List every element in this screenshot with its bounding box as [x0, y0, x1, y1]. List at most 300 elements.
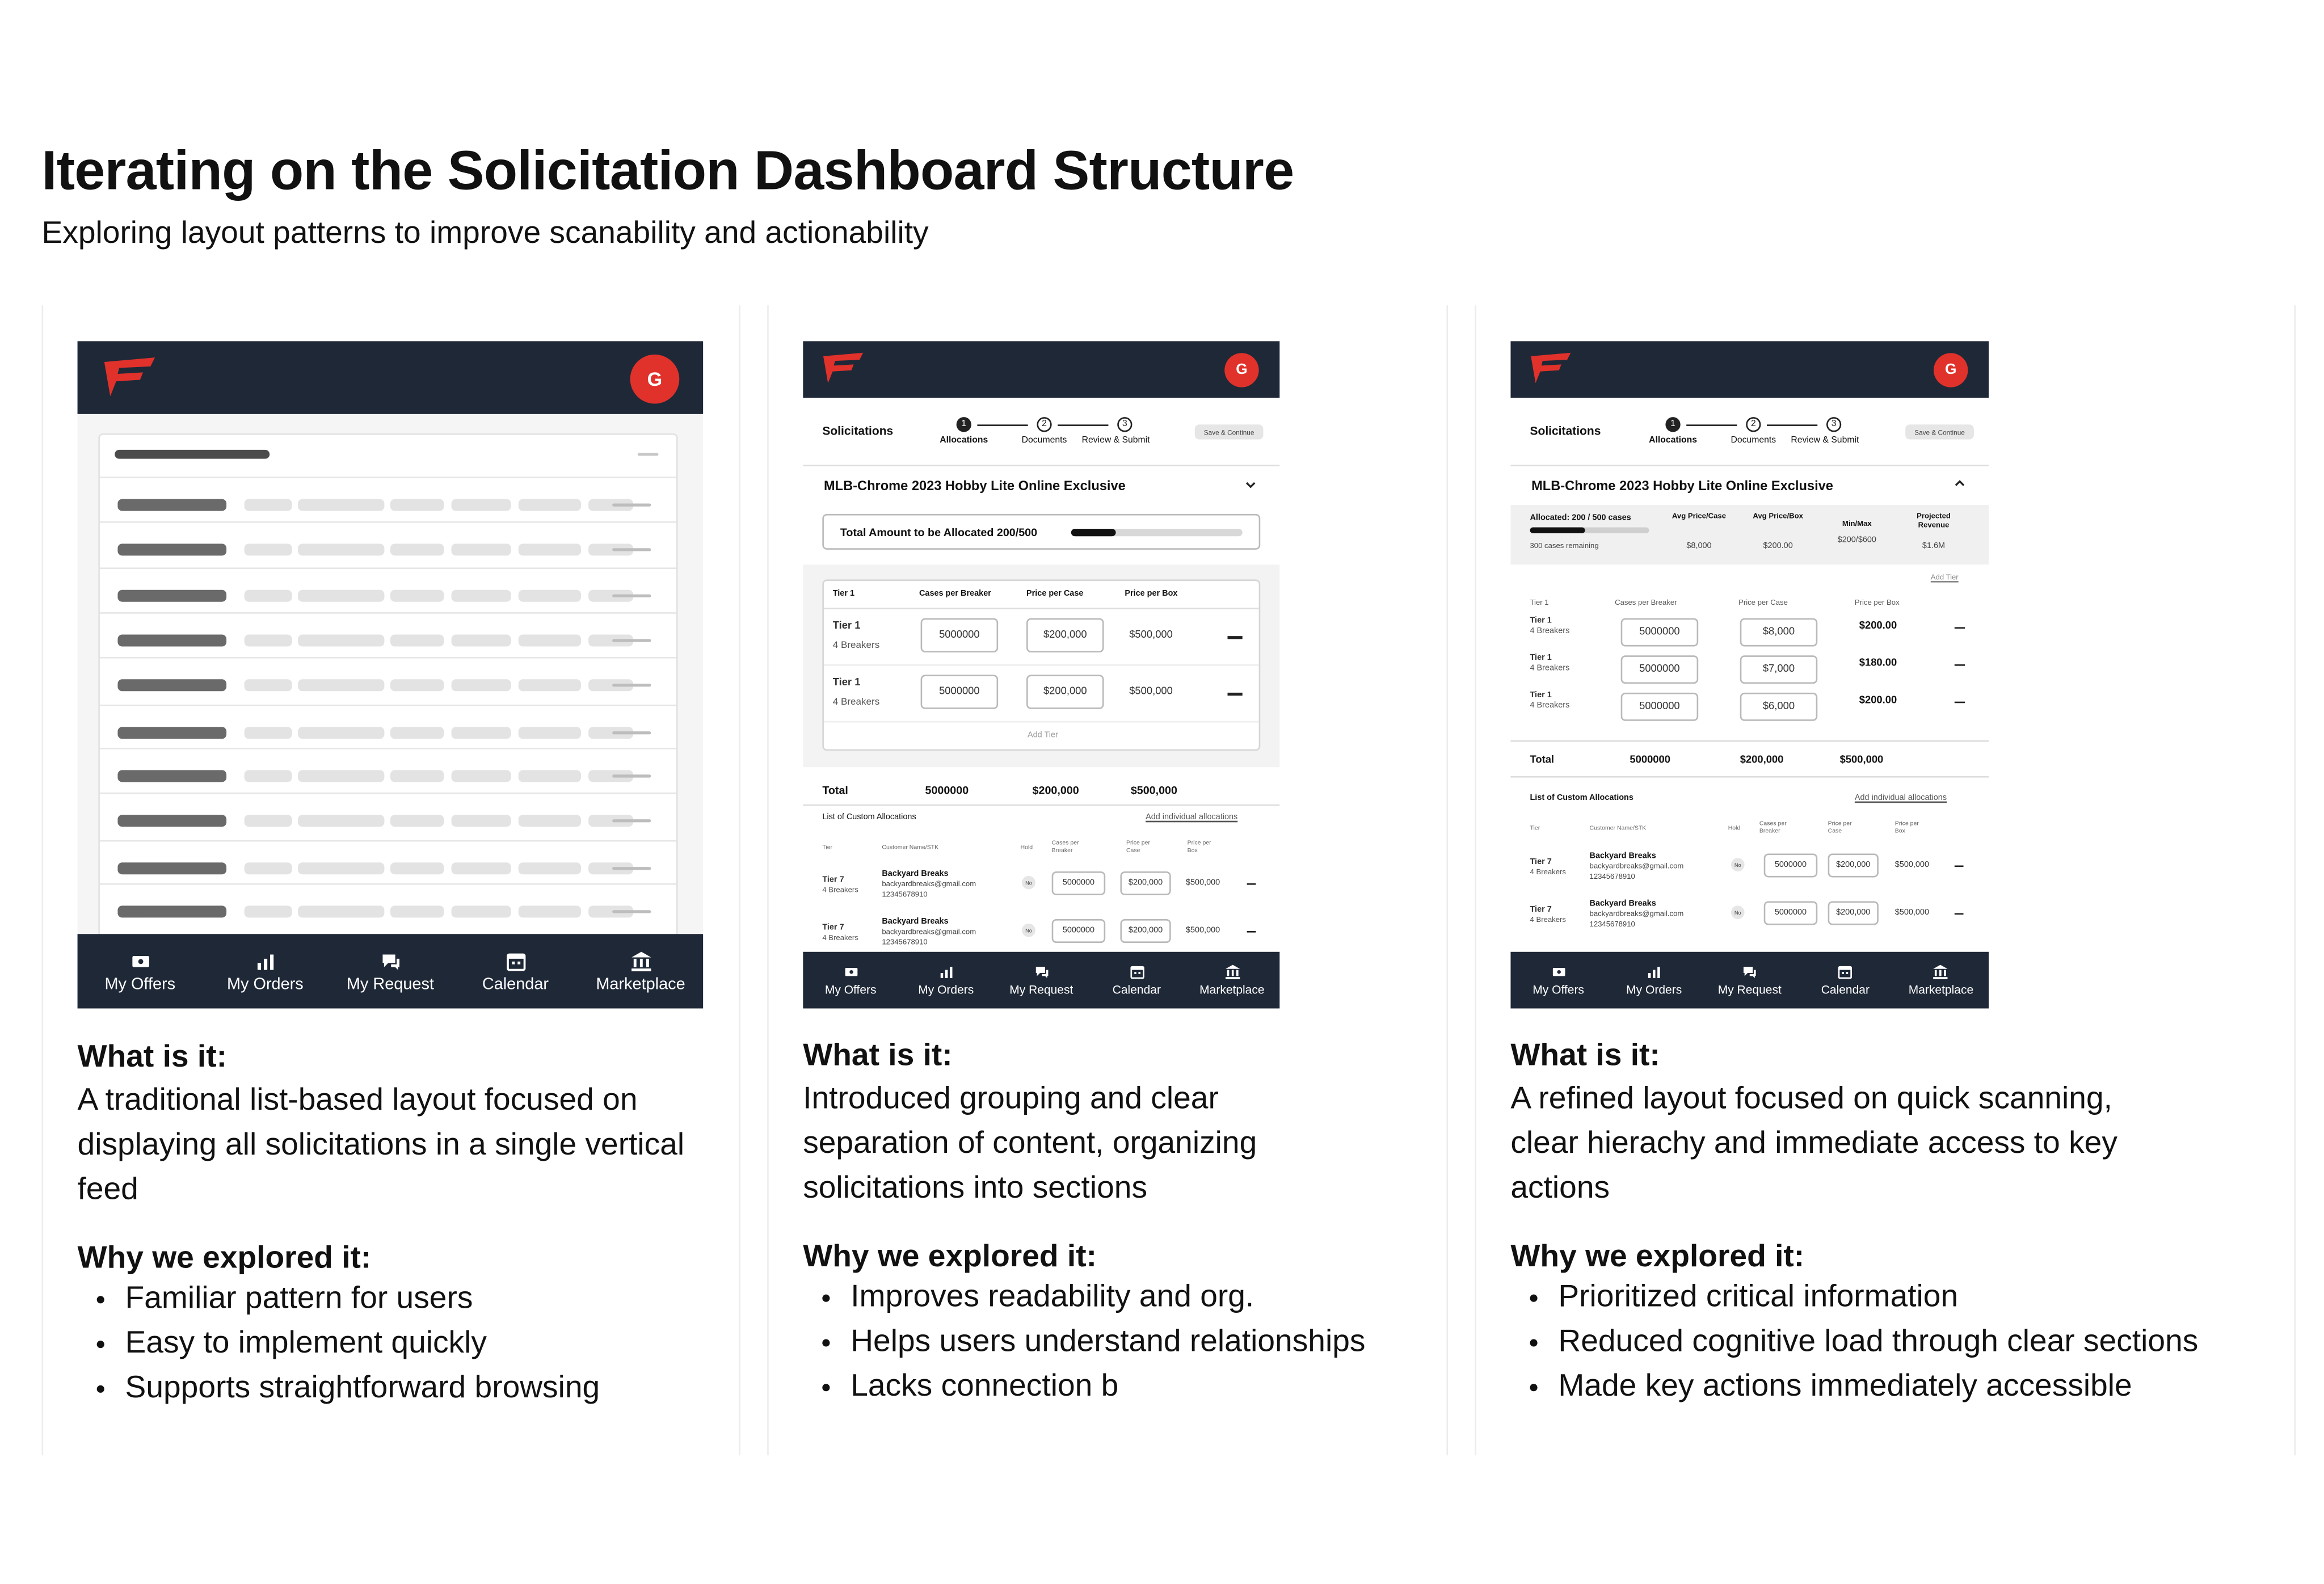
skeleton-row-cell	[245, 679, 292, 691]
skeleton-row-cell	[452, 635, 511, 647]
avg-box-value: $200.00	[1763, 542, 1793, 551]
skeleton-row-cell	[390, 862, 444, 874]
allocation-progress-track	[1071, 529, 1243, 536]
skeleton-row-divider	[100, 521, 676, 523]
what-text: A refined layout focused on quick scanning, clear hierachy and immediate access to key actions	[1510, 1081, 2117, 1206]
column-divider	[42, 305, 44, 1455]
skeleton-row-cell	[519, 544, 581, 555]
skeleton-row-cell	[390, 815, 444, 827]
price-box-value: $500,000	[1129, 686, 1173, 697]
cases-input[interactable]: 5000000	[921, 675, 999, 709]
what-heading: What is it:	[77, 1039, 227, 1075]
remove-custom-row-icon[interactable]	[1955, 865, 1964, 867]
avg-box-label: Avg Price/Box	[1753, 512, 1803, 521]
skeleton-row-title	[117, 590, 226, 602]
remove-row-icon[interactable]	[1955, 664, 1965, 666]
tier-breakers: 4 Breakers	[1530, 701, 1570, 711]
skeleton-row-cell	[452, 544, 511, 555]
add-tier-link[interactable]: Add Tier	[1930, 573, 1959, 583]
step-connector	[1767, 424, 1817, 426]
step-3[interactable]: 3	[1826, 417, 1841, 432]
nav-item-label: My Orders	[226, 975, 304, 993]
customer-phone: 12345678910	[882, 891, 928, 900]
app-header	[78, 341, 704, 414]
price-case-input[interactable]: $200,000	[1026, 675, 1104, 709]
total-price-case: $200,000	[1740, 755, 1784, 766]
save-continue-button[interactable]: Save & Continue	[1195, 424, 1264, 439]
user-avatar[interactable]: G	[630, 355, 680, 404]
custom-allocations-title: List of Custom Allocations	[1530, 794, 1633, 803]
product-title: MLB-Chrome 2023 Hobby Lite Online Exclusive	[823, 478, 1126, 494]
bottom-nav	[803, 952, 1279, 1009]
allocation-progress-fill	[1071, 529, 1115, 536]
custom-breakers: 4 Breakers	[1530, 868, 1566, 878]
skeleton-row-cell	[245, 635, 292, 647]
skeleton-row-cell	[390, 590, 444, 602]
skeleton-row-divider	[100, 793, 676, 794]
app-header	[803, 341, 1279, 398]
custom-price-case-input[interactable]: $200,000	[1828, 901, 1879, 925]
step-label-allocations[interactable]: Allocations	[1649, 436, 1698, 446]
custom-cases-input[interactable]: 5000000	[1764, 853, 1818, 877]
skeleton-row-cell	[298, 679, 384, 691]
cases-input[interactable]: 5000000	[1621, 655, 1699, 684]
tier-breakers: 4 Breakers	[832, 697, 880, 708]
step-2[interactable]: 2	[1037, 417, 1051, 432]
calendar-icon	[504, 950, 527, 972]
price-box-value: $180.00	[1859, 658, 1897, 669]
remove-custom-row-icon[interactable]	[1955, 913, 1964, 915]
price-case-input[interactable]: $8,000	[1740, 618, 1818, 647]
skeleton-row-cell	[298, 635, 384, 647]
skeleton-row-action	[612, 774, 651, 777]
custom-price-case-input[interactable]: $200,000	[1828, 853, 1879, 877]
nav-item-label: Marketplace	[596, 975, 685, 993]
skeleton-row-cell	[452, 815, 511, 827]
avg-case-value: $8,000	[1686, 542, 1712, 551]
skeleton-row-title	[117, 499, 226, 511]
customer-phone: 12345678910	[1589, 920, 1635, 930]
remove-custom-row-icon[interactable]	[1247, 931, 1256, 933]
skeleton-row-divider	[100, 748, 676, 749]
step-label-review[interactable]: Review & Submit	[1081, 436, 1150, 446]
custom-col-header: Price per Box	[1187, 839, 1211, 854]
nav-item-marketplace[interactable]	[1893, 952, 1989, 1009]
skeleton-row-cell	[245, 727, 292, 739]
skeleton-row-divider	[100, 883, 676, 885]
total-cases: 5000000	[1630, 755, 1670, 766]
custom-col-header: Cases per Breaker	[1051, 839, 1079, 854]
remaining-text: 300 cases remaining	[1530, 542, 1599, 551]
total-label: Total	[1530, 755, 1555, 766]
customer-phone: 12345678910	[1589, 873, 1635, 882]
why-bullet: Lacks connection b	[851, 1364, 1436, 1409]
col-header: Price per Box	[1125, 589, 1178, 599]
step-label-documents[interactable]: Documents	[1731, 436, 1776, 446]
what-text: A traditional list-based layout focused on displaying all solicitations in a single vertical feed	[77, 1082, 685, 1207]
remove-custom-row-icon[interactable]	[1247, 883, 1256, 885]
skeleton-row-cell	[245, 544, 292, 555]
total-label: Total	[822, 783, 848, 797]
remove-row-icon[interactable]	[1227, 693, 1242, 695]
nav-item-label: My Request	[1009, 983, 1073, 997]
nav-item-label: Calendar	[482, 975, 549, 993]
tier-name: Tier 1	[1530, 691, 1552, 701]
step-label-allocations[interactable]: Allocations	[940, 436, 988, 446]
column-divider	[739, 305, 740, 1455]
divider	[803, 465, 1279, 466]
custom-col-header: Hold	[1728, 823, 1741, 832]
col-header: Tier 1	[1530, 599, 1549, 608]
divider	[824, 664, 1259, 666]
skeleton-row-cell	[390, 544, 444, 555]
revenue-label: Projected Revenue	[1917, 512, 1951, 530]
skeleton-row-divider	[100, 477, 676, 478]
step-connector	[1686, 424, 1737, 426]
nav-item-label: Marketplace	[1908, 983, 1974, 997]
skeleton-row-cell	[519, 862, 581, 874]
hold-toggle[interactable]: No	[1022, 876, 1035, 890]
price-box-value: $200.00	[1859, 621, 1897, 632]
custom-price-box: $500,000	[1894, 861, 1930, 870]
nav-item-calendar[interactable]	[1797, 952, 1893, 1009]
allocation-progress-card	[822, 514, 1260, 550]
skeleton-row-action	[612, 684, 651, 686]
step-1[interactable]: 1	[957, 417, 971, 432]
request-chat-icon	[379, 950, 401, 972]
customer-email[interactable]: backyardbreaks@gmail.com	[882, 928, 976, 937]
tier-breakers: 4 Breakers	[832, 641, 880, 651]
save-continue-button[interactable]: Save & Continue	[1905, 424, 1974, 439]
why-list	[803, 1275, 1436, 1409]
price-case-input[interactable]: $200,000	[1026, 618, 1104, 652]
skeleton-row-cell	[390, 905, 444, 917]
nav-item-label: My Offers	[824, 983, 877, 997]
skeleton-row-action	[612, 819, 651, 822]
orders-chart-icon	[1646, 964, 1662, 980]
nav-item-calendar[interactable]	[453, 934, 578, 1008]
nav-item-calendar[interactable]	[1089, 952, 1184, 1009]
bottom-nav	[1510, 952, 1989, 1009]
total-price-case: $200,000	[1032, 783, 1079, 797]
skeleton-row-cell	[390, 679, 444, 691]
customer-email[interactable]: backyardbreaks@gmail.com	[1589, 910, 1684, 919]
nav-item-marketplace[interactable]	[578, 934, 704, 1008]
skeleton-row-divider	[100, 612, 676, 614]
custom-col-header: Tier	[1530, 823, 1540, 832]
custom-tier: Tier 7	[1530, 858, 1552, 867]
remove-row-icon[interactable]	[1227, 636, 1242, 638]
customer-email[interactable]: backyardbreaks@gmail.com	[882, 880, 976, 890]
total-price-box: $500,000	[1130, 783, 1178, 797]
brand-logo-icon	[1529, 352, 1573, 385]
skeleton-row-cell	[452, 862, 511, 874]
skeleton-row-cell	[519, 499, 581, 511]
tier-breakers: 4 Breakers	[1530, 664, 1570, 673]
remove-row-icon[interactable]	[1955, 627, 1965, 629]
custom-col-header: Hold	[1020, 843, 1033, 851]
customer-name: Backyard Breaks	[1589, 852, 1656, 861]
skeleton-row-cell	[298, 815, 384, 827]
request-chat-icon	[1033, 964, 1050, 980]
skeleton-row-cell	[298, 544, 384, 555]
step-connector	[1058, 424, 1108, 426]
revenue-value: $1.6M	[1922, 542, 1946, 551]
tier-name: Tier 1	[832, 677, 861, 689]
mockup-refined-layout	[1510, 341, 1989, 1008]
skeleton-row-cell	[245, 499, 292, 511]
skeleton-row-action	[612, 910, 651, 913]
marketplace-bank-icon	[1224, 964, 1240, 980]
skeleton-row-cell	[245, 590, 292, 602]
skeleton-row-action	[612, 867, 651, 870]
skeleton-row-cell	[245, 862, 292, 874]
price-case-input[interactable]: $6,000	[1740, 693, 1818, 721]
customer-email[interactable]: backyardbreaks@gmail.com	[1589, 862, 1684, 871]
col-header: Cases per Breaker	[1615, 599, 1677, 608]
offers-icon	[843, 964, 859, 980]
nav-item-my-request[interactable]	[993, 952, 1089, 1009]
skeleton-row-cell	[390, 770, 444, 782]
custom-breakers: 4 Breakers	[822, 934, 858, 943]
customer-phone: 12345678910	[882, 938, 928, 947]
custom-col-header: Cases per Breaker	[1759, 819, 1787, 835]
add-individual-link[interactable]: Add individual allocations	[1146, 813, 1238, 823]
skeleton-row-cell	[245, 770, 292, 782]
marketplace-bank-icon	[629, 950, 651, 972]
column-divider	[2294, 305, 2296, 1455]
orders-chart-icon	[938, 964, 954, 980]
skeleton-row-cell	[519, 679, 581, 691]
marketplace-bank-icon	[1933, 964, 1949, 980]
customer-name: Backyard Breaks	[882, 870, 949, 879]
total-price-box: $500,000	[1839, 755, 1884, 766]
why-bullet: Familiar pattern for users	[125, 1277, 718, 1321]
nav-item-my-offers[interactable]	[78, 934, 203, 1008]
divider	[1510, 776, 1989, 778]
col-header: Price per Case	[1738, 599, 1788, 608]
step-2[interactable]: 2	[1746, 417, 1761, 432]
orders-chart-icon	[254, 950, 276, 972]
custom-cases-input[interactable]: 5000000	[1764, 901, 1818, 925]
skeleton-row-cell	[452, 499, 511, 511]
page-label: Solicitations	[822, 424, 894, 438]
nav-item-my-orders[interactable]	[203, 934, 328, 1008]
column-divider	[1446, 305, 1448, 1455]
offers-icon	[129, 950, 151, 972]
custom-price-box: $500,000	[1185, 879, 1220, 888]
custom-price-box: $500,000	[1185, 926, 1220, 936]
skeleton-row-action	[612, 595, 651, 597]
mockup-list-layout	[78, 341, 704, 1008]
tier-card	[822, 579, 1260, 751]
what-text: Introduced grouping and clear separation of content, organizing solicitations into sections	[803, 1081, 1257, 1206]
total-allocation-text: Total Amount to be Allocated 200/500	[840, 525, 1038, 540]
custom-tier: Tier 7	[1530, 905, 1552, 915]
skeleton-row-cell	[298, 862, 384, 874]
tier-name: Tier 1	[832, 621, 861, 632]
custom-col-header: Customer Name/STK	[882, 843, 939, 851]
skeleton-row-cell	[519, 727, 581, 739]
nav-item-label: Marketplace	[1199, 983, 1265, 997]
skeleton-row-cell	[298, 590, 384, 602]
why-bullet: Reduced cognitive load through clear sections	[1558, 1320, 2285, 1364]
skeleton-row-cell	[298, 770, 384, 782]
skeleton-row-title	[117, 862, 226, 874]
skeleton-row-cell	[298, 727, 384, 739]
user-avatar[interactable]: G	[1934, 353, 1968, 387]
hold-toggle[interactable]: No	[1022, 924, 1035, 937]
skeleton-row-cell	[519, 905, 581, 917]
step-3[interactable]: 3	[1117, 417, 1132, 432]
skeleton-row-divider	[100, 567, 676, 569]
skeleton-row-action	[612, 731, 651, 734]
what-heading: What is it:	[803, 1038, 953, 1073]
skeleton-row-cell	[390, 499, 444, 511]
skeleton-row-cell	[519, 815, 581, 827]
nav-item-my-orders[interactable]	[898, 952, 993, 1009]
customer-name: Backyard Breaks	[882, 917, 949, 927]
nav-item-label: My Orders	[918, 983, 974, 997]
divider	[1510, 740, 1989, 742]
col-header: Tier 1	[832, 589, 854, 599]
price-box-value: $200.00	[1859, 696, 1897, 706]
skeleton-row-title	[117, 635, 226, 647]
custom-col-header: Price per Case	[1828, 819, 1852, 835]
divider	[824, 721, 1259, 723]
column-divider	[767, 305, 769, 1455]
why-bullet: Improves readability and org.	[851, 1275, 1436, 1320]
minmax-label: Min/Max	[1842, 520, 1872, 529]
skeleton-row-title	[117, 727, 226, 739]
custom-cases-input[interactable]: 5000000	[1052, 919, 1106, 943]
custom-col-header: Price per Case	[1126, 839, 1151, 854]
customer-name: Backyard Breaks	[1589, 899, 1656, 909]
app-header	[1510, 341, 1989, 398]
list-area	[78, 414, 704, 934]
total-cases: 5000000	[925, 783, 969, 797]
skeleton-row-cell	[452, 905, 511, 917]
tier-name: Tier 1	[1530, 616, 1552, 626]
nav-item-label: My Offers	[1533, 983, 1584, 997]
brand-logo-icon	[102, 356, 158, 398]
chevron-up-icon[interactable]	[1953, 477, 1967, 490]
custom-price-case-input[interactable]: $200,000	[1120, 871, 1171, 895]
nav-item-my-offers[interactable]	[803, 952, 898, 1009]
what-heading: What is it:	[1510, 1038, 1660, 1073]
skeleton-row-divider	[100, 840, 676, 842]
nav-item-my-request[interactable]	[328, 934, 453, 1008]
tier-name: Tier 1	[1530, 654, 1552, 663]
step-label-review[interactable]: Review & Submit	[1791, 436, 1859, 446]
why-bullet: Helps users understand relationships	[851, 1320, 1436, 1364]
column-1-text	[78, 1040, 718, 1411]
column-divider	[1475, 305, 1476, 1455]
skeleton-row-cell	[452, 590, 511, 602]
nav-item-my-orders[interactable]	[1606, 952, 1702, 1009]
request-chat-icon	[1741, 964, 1758, 980]
remove-row-icon[interactable]	[1955, 702, 1965, 703]
skeleton-row-cell	[245, 815, 292, 827]
tier-section	[803, 564, 1279, 767]
divider	[1510, 465, 1989, 466]
allocated-progress-track	[1530, 527, 1649, 533]
skeleton-row-title	[117, 770, 226, 782]
skeleton-row-cell	[298, 499, 384, 511]
col-header: Price per Box	[1854, 599, 1900, 608]
skeleton-row-cell	[452, 727, 511, 739]
allocated-progress-fill	[1530, 527, 1585, 533]
nav-item-marketplace[interactable]	[1184, 952, 1279, 1009]
nav-item-label: My Orders	[1626, 983, 1682, 997]
cases-input[interactable]: 5000000	[1621, 693, 1699, 721]
price-box-value: $500,000	[1129, 630, 1173, 641]
user-avatar[interactable]: G	[1224, 353, 1258, 387]
divider	[824, 608, 1259, 609]
custom-col-header: Customer Name/STK	[1589, 823, 1647, 832]
nav-item-label: My Request	[1717, 983, 1782, 997]
custom-price-box: $500,000	[1894, 908, 1930, 918]
brand-logo-icon	[821, 352, 866, 385]
cases-input[interactable]: 5000000	[1621, 618, 1699, 647]
solicitation-list	[98, 433, 677, 937]
calendar-icon	[1837, 964, 1854, 980]
product-title: MLB-Chrome 2023 Hobby Lite Online Exclusive	[1531, 478, 1833, 494]
add-tier-link[interactable]: Add Tier	[1028, 731, 1058, 740]
skeleton-row-title	[117, 905, 226, 917]
chevron-down-icon[interactable]	[1244, 478, 1257, 492]
price-case-input[interactable]: $7,000	[1740, 655, 1818, 684]
why-list	[78, 1277, 718, 1410]
skeleton-row-title	[117, 679, 226, 691]
add-individual-link[interactable]: Add individual allocations	[1854, 794, 1947, 803]
custom-breakers: 4 Breakers	[822, 886, 858, 895]
custom-cases-input[interactable]: 5000000	[1052, 871, 1106, 895]
nav-item-label: My Request	[346, 975, 434, 993]
hold-toggle[interactable]: No	[1731, 858, 1745, 871]
skeleton-header-dash	[638, 453, 659, 456]
skeleton-row-cell	[519, 770, 581, 782]
column-2-text	[803, 1038, 1436, 1409]
calendar-icon	[1129, 964, 1145, 980]
custom-price-case-input[interactable]: $200,000	[1120, 919, 1171, 943]
allocated-text: Allocated: 200 / 500 cases	[1530, 513, 1631, 523]
skeleton-row-divider	[100, 705, 676, 706]
skeleton-row-cell	[390, 635, 444, 647]
why-heading: Why we explored it:	[77, 1241, 372, 1275]
nav-item-my-offers[interactable]	[1510, 952, 1606, 1009]
skeleton-row-cell	[298, 905, 384, 917]
custom-col-header: Price per Box	[1894, 819, 1919, 835]
hold-toggle[interactable]: No	[1731, 905, 1745, 919]
custom-breakers: 4 Breakers	[1530, 916, 1566, 925]
bottom-nav	[78, 934, 704, 1008]
tier-breakers: 4 Breakers	[1530, 627, 1570, 637]
cases-input[interactable]: 5000000	[921, 618, 999, 652]
skeleton-row-cell	[245, 905, 292, 917]
step-1[interactable]: 1	[1665, 417, 1680, 432]
skeleton-row-action	[612, 639, 651, 642]
skeleton-row-cell	[519, 590, 581, 602]
skeleton-row-title	[117, 815, 226, 827]
nav-item-my-request[interactable]	[1702, 952, 1798, 1009]
minmax-value: $200/$600	[1837, 536, 1876, 545]
divider	[803, 804, 1279, 806]
avg-case-label: Avg Price/Case	[1672, 512, 1727, 521]
why-bullet: Made key actions immediately accessible	[1558, 1364, 2285, 1409]
custom-tier: Tier 7	[822, 875, 844, 885]
step-label-documents[interactable]: Documents	[1021, 436, 1067, 446]
